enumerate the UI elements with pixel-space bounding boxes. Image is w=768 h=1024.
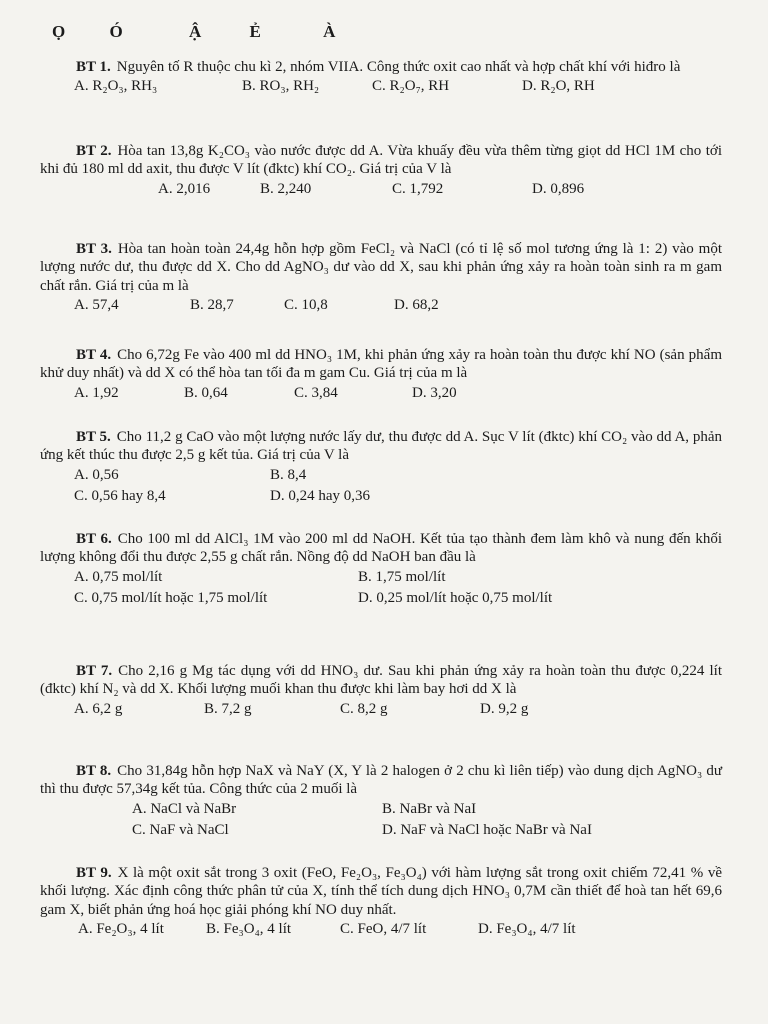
option-c[interactable]: C. NaF và NaCl [132, 821, 229, 838]
answer-options [40, 180, 722, 200]
header-char: Ẻ [249, 22, 262, 41]
question-label: BT 2. [76, 143, 112, 159]
question-label: BT 1. [76, 59, 111, 75]
option-d[interactable]: D. 68,2 [394, 296, 439, 313]
question-text: Cho 31,84g hỗn hợp NaX và NaY (X, Y là 2 halogen ở 2 chu kì liên tiếp) vào dung dịch AgNO₃ dư thì thu được 57,34g kết tủa. Công thức của 2 muối là [40, 763, 722, 798]
question-3 [40, 240, 722, 316]
option-c[interactable]: C. 1,792 [392, 180, 444, 197]
option-c[interactable]: C. 0,56 hay 8,4 [74, 487, 166, 504]
question-7 [40, 662, 722, 720]
option-b[interactable]: B. Fe₃O₄, 4 lít [206, 920, 292, 937]
question-text: Hòa tan 13,8g K₂CO₃ vào nước được dd A. Vừa khuấy đều vừa thêm từng giọt dd HCl 1M cho tới khi đủ 180 ml dd axit, thu được V lít (đktc) khí CO₂. Giá trị của V là [40, 143, 722, 178]
answer-options [40, 920, 722, 940]
question-text: Nguyên tố R thuộc chu kì 2, nhóm VIIA. Công thức oxit cao nhất và hợp chất khí với hiđro là [116, 59, 681, 75]
question-label: BT 4. [76, 347, 112, 363]
answer-options [40, 589, 722, 609]
option-a[interactable]: A. 0,56 [74, 466, 119, 483]
answer-options [40, 568, 722, 588]
option-a[interactable]: A. 0,75 mol/lít [74, 568, 163, 585]
header-char: À [323, 22, 337, 41]
option-b[interactable]: B. 1,75 mol/lít [358, 568, 446, 585]
option-a[interactable]: A. NaCl và NaBr [132, 800, 237, 817]
option-d[interactable]: D. R₂O, RH [522, 78, 595, 95]
question-label: BT 3. [76, 241, 112, 257]
option-a[interactable]: A. 1,92 [74, 384, 119, 401]
answer-options [40, 487, 722, 507]
question-6 [40, 530, 722, 609]
option-d[interactable]: D. 9,2 g [480, 700, 529, 717]
question-stem [40, 240, 722, 295]
option-b[interactable]: B. 7,2 g [204, 700, 252, 717]
question-stem [40, 346, 722, 383]
answer-options [40, 821, 722, 841]
page-header [52, 22, 336, 43]
option-c[interactable]: C. 10,8 [284, 296, 328, 313]
header-char: Ọ [52, 22, 67, 41]
question-label: BT 9. [76, 865, 112, 881]
option-a[interactable]: A. 2,016 [158, 180, 211, 197]
question-text: Cho 6,72g Fe vào 400 ml dd HNO₃ 1M, khi phản ứng xảy ra hoàn toàn thu được khí NO (sản phẩm khử duy nhất) và dd X có thể hòa tan tối đa m gam Cu. Giá trị của m là [40, 347, 722, 382]
question-1 [40, 58, 722, 97]
question-9 [40, 864, 722, 940]
answer-options [40, 700, 722, 720]
question-stem [40, 662, 722, 699]
answer-options [40, 77, 722, 97]
option-c[interactable]: C. FeO, 4/7 lít [340, 920, 427, 937]
option-b[interactable]: B. NaBr và NaI [382, 800, 477, 817]
question-label: BT 8. [76, 763, 112, 779]
question-2 [40, 142, 722, 200]
question-label: BT 7. [76, 663, 113, 679]
option-d[interactable]: D. 0,24 hay 0,36 [270, 487, 370, 504]
question-text: Hòa tan hoàn toàn 24,4g hỗn hợp gồm FeCl₂ và NaCl (có tỉ lệ số mol tương ứng là 1: 2) vào một lượng nước dư, thu được dd X. Cho dd AgNO₃ dư vào dd X, sau khi phản ứng xảy ra hoàn toàn sinh ra m gam chất rắn. Giá trị của m là [40, 241, 722, 294]
header-char: Ó [109, 22, 124, 41]
question-stem [40, 58, 722, 76]
question-4 [40, 346, 722, 404]
question-stem [40, 762, 722, 799]
question-stem [40, 530, 722, 567]
answer-options [40, 384, 722, 404]
option-a[interactable]: A. Fe₂O₃, 4 lít [78, 920, 164, 937]
option-c[interactable]: C. 8,2 g [340, 700, 388, 717]
option-c[interactable]: C. 3,84 [294, 384, 338, 401]
question-5 [40, 428, 722, 507]
option-c[interactable]: C. R₂O₇, RH [372, 78, 450, 95]
header-char: Ậ [188, 22, 203, 41]
question-8 [40, 762, 722, 841]
answer-options [40, 466, 722, 486]
option-b[interactable]: B. 8,4 [270, 466, 307, 483]
option-d[interactable]: D. 0,25 mol/lít hoặc 0,75 mol/lít [358, 589, 553, 606]
option-b[interactable]: B. RO₃, RH₂ [242, 78, 320, 95]
question-label: BT 6. [76, 531, 112, 547]
question-label: BT 5. [76, 429, 111, 445]
option-a[interactable]: A. R₂O₃, RH₃ [74, 78, 158, 95]
question-stem [40, 142, 722, 179]
option-d[interactable]: D. NaF và NaCl hoặc NaBr và NaI [382, 821, 592, 838]
option-b[interactable]: B. 2,240 [260, 180, 312, 197]
question-stem [40, 864, 722, 919]
option-b[interactable]: B. 0,64 [184, 384, 228, 401]
option-b[interactable]: B. 28,7 [190, 296, 234, 313]
option-a[interactable]: A. 6,2 g [74, 700, 123, 717]
option-c[interactable]: C. 0,75 mol/lít hoặc 1,75 mol/lít [74, 589, 268, 606]
answer-options [40, 296, 722, 316]
question-text: Cho 2,16 g Mg tác dụng với dd HNO₃ dư. Sau khi phản ứng xảy ra hoàn toàn thu được 0,224 lít (đktc) khí N₂ và dd X. Khối lượng muối khan thu được khi làm bay hơi dd X là [40, 663, 723, 698]
question-stem [40, 428, 722, 465]
question-text: Cho 11,2 g CaO vào một lượng nước lấy dư, thu được dd A. Sục V lít (đktc) khí CO₂ vào dd A, phản ứng kết thúc thu được 2,5 g kết tủa. Giá trị của V là [40, 429, 722, 464]
option-d[interactable]: D. 3,20 [412, 384, 457, 401]
option-a[interactable]: A. 57,4 [74, 296, 119, 313]
answer-options [40, 800, 722, 820]
option-d[interactable]: D. 0,896 [532, 180, 585, 197]
question-text: Cho 100 ml dd AlCl₃ 1M vào 200 ml dd NaOH. Kết tủa tạo thành đem làm khô và nung đến khối lượng không đổi thu được 2,55 g chất rắn. Nồng độ dd NaOH ban đầu là [40, 531, 722, 566]
option-d[interactable]: D. Fe₃O₄, 4/7 lít [478, 920, 576, 937]
question-text: X là một oxit sắt trong 3 oxit (FeO, Fe₂O₃, Fe₃O₄) với hàm lượng sắt trong oxit chiếm 72,41 % về khối lượng. Xác định công thức phân tử của X, tính thể tích dung dịch HNO₃ 0,7M cần thiết để hoà tan hết 69,6 gam X, biết phản ứng hoá học giải phóng khí NO duy nhất. [40, 865, 722, 918]
